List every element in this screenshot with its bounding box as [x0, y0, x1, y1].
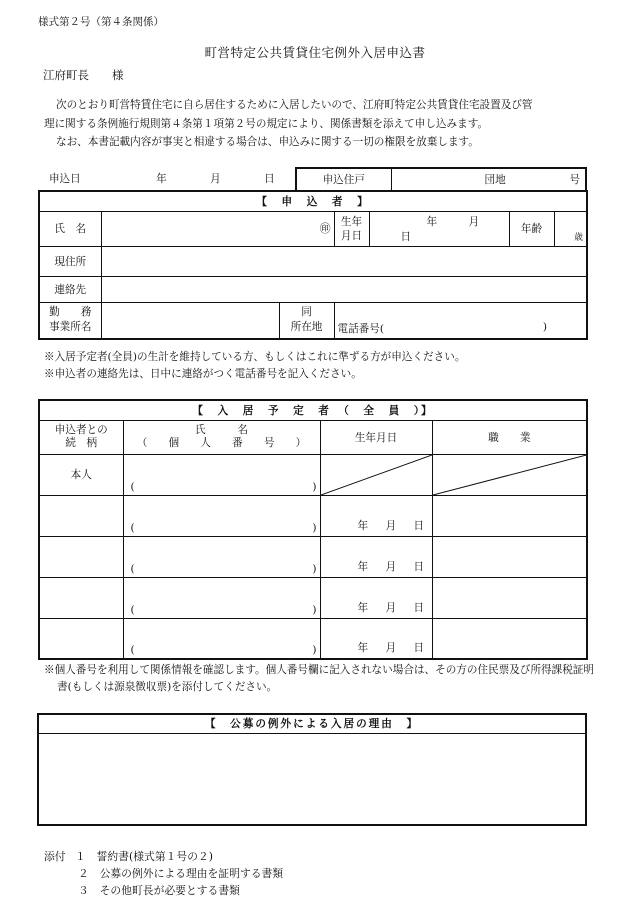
workplace-address-label-1: 同: [301, 306, 312, 319]
intro-line-2: 理に関する条例施行規則第４条第１項第２号の規定により、関係書類を添えて申し込みます。: [44, 117, 489, 130]
application-date-label: 申込日: [49, 173, 81, 186]
birth-month-unit: 月: [468, 215, 480, 228]
resident-1-birth-disabled: [320, 454, 432, 495]
name-label: 氏 名: [39, 211, 101, 246]
form-number: 様式第２号（第４条関係）: [38, 16, 164, 28]
paren-open: (: [130, 562, 135, 575]
birth-day-unit: 日: [400, 230, 412, 243]
workplace-label-1: 勤 務: [49, 306, 92, 319]
workplace-address-label: [279, 302, 334, 339]
resident-2-name[interactable]: [123, 495, 320, 536]
residence-input-cell[interactable]: [391, 168, 586, 190]
date-row: [38, 167, 587, 191]
name-header-2: （ 個 人 番 号 ）: [136, 437, 307, 449]
birth-label: [334, 211, 369, 246]
resident-2-birth[interactable]: [320, 495, 432, 536]
job-header: 職 業: [432, 420, 587, 454]
residence-label-cell: [296, 168, 391, 190]
paren-close: ): [312, 603, 317, 616]
date-year-unit: 年: [156, 173, 167, 186]
resident-1-name[interactable]: [123, 454, 320, 495]
resident-1-job-disabled: [432, 454, 587, 495]
resident-notes: [44, 662, 604, 695]
applicant-header: 【 申 込 者 】: [39, 191, 587, 211]
workplace-label-2: 事業所名: [49, 321, 92, 334]
birth-year-unit: 年: [357, 519, 369, 532]
resident-4-job[interactable]: [432, 577, 587, 618]
phone-close: ): [542, 321, 548, 333]
residents-table: [38, 399, 588, 660]
workplace-address-label-2: 所在地: [290, 321, 323, 334]
attachments-label: 添付: [44, 850, 66, 863]
date-day-unit: 日: [264, 173, 275, 186]
birth-year-unit: 年: [357, 560, 369, 573]
birth-date-input[interactable]: [369, 211, 509, 246]
birth-month-unit: 月: [385, 601, 397, 614]
birth-year-unit: 年: [357, 601, 369, 614]
age-label: 年齢: [509, 211, 554, 246]
applicant-table: [38, 190, 588, 340]
resident-2-relation[interactable]: [39, 495, 123, 536]
danchi-unit: 団地: [484, 173, 506, 186]
name-header: [123, 420, 320, 454]
resident-5-job[interactable]: [432, 618, 587, 659]
resident-3-birth[interactable]: [320, 536, 432, 577]
applicant-section: [38, 190, 588, 340]
application-date-cell[interactable]: [38, 168, 296, 190]
paren-close: ): [312, 644, 317, 656]
resident-4-name[interactable]: [123, 577, 320, 618]
birth-label-1: 生年: [340, 215, 363, 228]
birth-header: 生年月日: [320, 420, 432, 454]
birth-label-2: 月日: [340, 229, 363, 242]
birth-month-unit: 月: [385, 519, 397, 532]
resident-3-job[interactable]: [432, 536, 587, 577]
resident-3-relation[interactable]: [39, 536, 123, 577]
birth-day-unit: 日: [413, 519, 425, 532]
residence-label: 申込住戸: [322, 173, 365, 186]
page-title: 町営特定公共賃貸住宅例外入居申込書: [204, 45, 426, 60]
relation-header-2: 続 柄: [65, 437, 98, 449]
birth-month-unit: 月: [385, 642, 397, 654]
name-input[interactable]: [101, 211, 334, 246]
applicant-note-2: ※申込者の連絡先は、日中に連絡がつく電話番号を記入ください。: [44, 367, 362, 380]
address-label: 現住所: [39, 246, 101, 276]
relation-header-1: 申込者との: [54, 424, 108, 436]
contact-input[interactable]: [101, 276, 587, 302]
workplace-address-input[interactable]: [334, 302, 587, 339]
resident-4-birth[interactable]: [320, 577, 432, 618]
contact-label: 連絡先: [39, 276, 101, 302]
birth-day-unit: 日: [413, 642, 425, 654]
resident-5-birth[interactable]: [320, 618, 432, 659]
workplace-label: [39, 302, 101, 339]
birth-year-unit: 年: [426, 215, 438, 228]
attachments: [44, 848, 283, 899]
birth-day-unit: 日: [413, 601, 425, 614]
reason-input[interactable]: [38, 733, 586, 825]
paren-open: (: [130, 480, 135, 493]
resident-5-name[interactable]: [123, 618, 320, 659]
address-input[interactable]: [101, 246, 587, 276]
attachment-item-2: ２ 公募の例外による理由を証明する書類: [78, 867, 284, 880]
resident-4-relation[interactable]: [39, 577, 123, 618]
residents-header: 【 入 居 予 定 者 （ 全 員 ）】: [39, 400, 587, 420]
attachment-item-1: １ 誓約書(様式第１号の２): [75, 850, 214, 863]
applicant-note-1: ※入居予定者(全員)の生計を維持している方、もしくはこれに準ずる方が申込ください。: [44, 351, 466, 363]
resident-note-1: ※個人番号を利用して関係情報を確認します。個人番号欄に記入されない場合は、その方の住民票及び所得課税証明書(もしくは源泉徴収票)を添付してください。: [44, 664, 595, 693]
name-header-1: 氏 名: [195, 424, 248, 436]
paren-open: (: [130, 603, 135, 616]
seal-mark: ㊞: [319, 223, 331, 235]
date-table: [38, 167, 587, 191]
birth-day-unit: 日: [413, 560, 425, 573]
date-month-unit: 月: [210, 173, 221, 186]
resident-3-name[interactable]: [123, 536, 320, 577]
intro-line-1: 次のとおり町営特賃住宅に自ら居住するために入居したいので、江府町特定公共賃貸住宅設置及び管: [56, 99, 533, 111]
age-unit: 歳: [574, 232, 584, 243]
paren-open: (: [130, 644, 135, 656]
intro-line-3: なお、本書記載内容が事実と相違する場合は、申込みに関する一切の権限を放棄します。: [56, 136, 479, 148]
paren-close: ): [312, 562, 317, 575]
go-unit: 号: [569, 173, 580, 186]
diagonal-line-icon: [321, 455, 432, 495]
diagonal-line-icon: [433, 455, 587, 495]
phone-label: 電話番号(: [337, 323, 385, 335]
applicant-notes: [44, 349, 604, 382]
reason-section: [37, 713, 587, 826]
residents-section: [38, 399, 588, 660]
reason-table: [37, 713, 587, 826]
reason-header: 【 公募の例外による入居の理由 】: [38, 714, 586, 733]
addressee: 江府町長 様: [43, 68, 124, 82]
age-input[interactable]: [554, 211, 587, 246]
resident-5-relation[interactable]: [39, 618, 123, 659]
paren-close: ): [312, 480, 317, 493]
resident-2-job[interactable]: [432, 495, 587, 536]
workplace-input[interactable]: [101, 302, 279, 339]
paren-open: (: [130, 521, 135, 534]
birth-month-unit: 月: [385, 560, 397, 573]
relation-header: [39, 420, 123, 454]
attachment-item-3: ３ その他町長が必要とする書類: [78, 884, 240, 897]
self-relation: 本人: [39, 454, 123, 495]
intro-paragraph: [44, 96, 596, 152]
paren-close: ): [312, 521, 317, 534]
birth-year-unit: 年: [357, 642, 369, 654]
